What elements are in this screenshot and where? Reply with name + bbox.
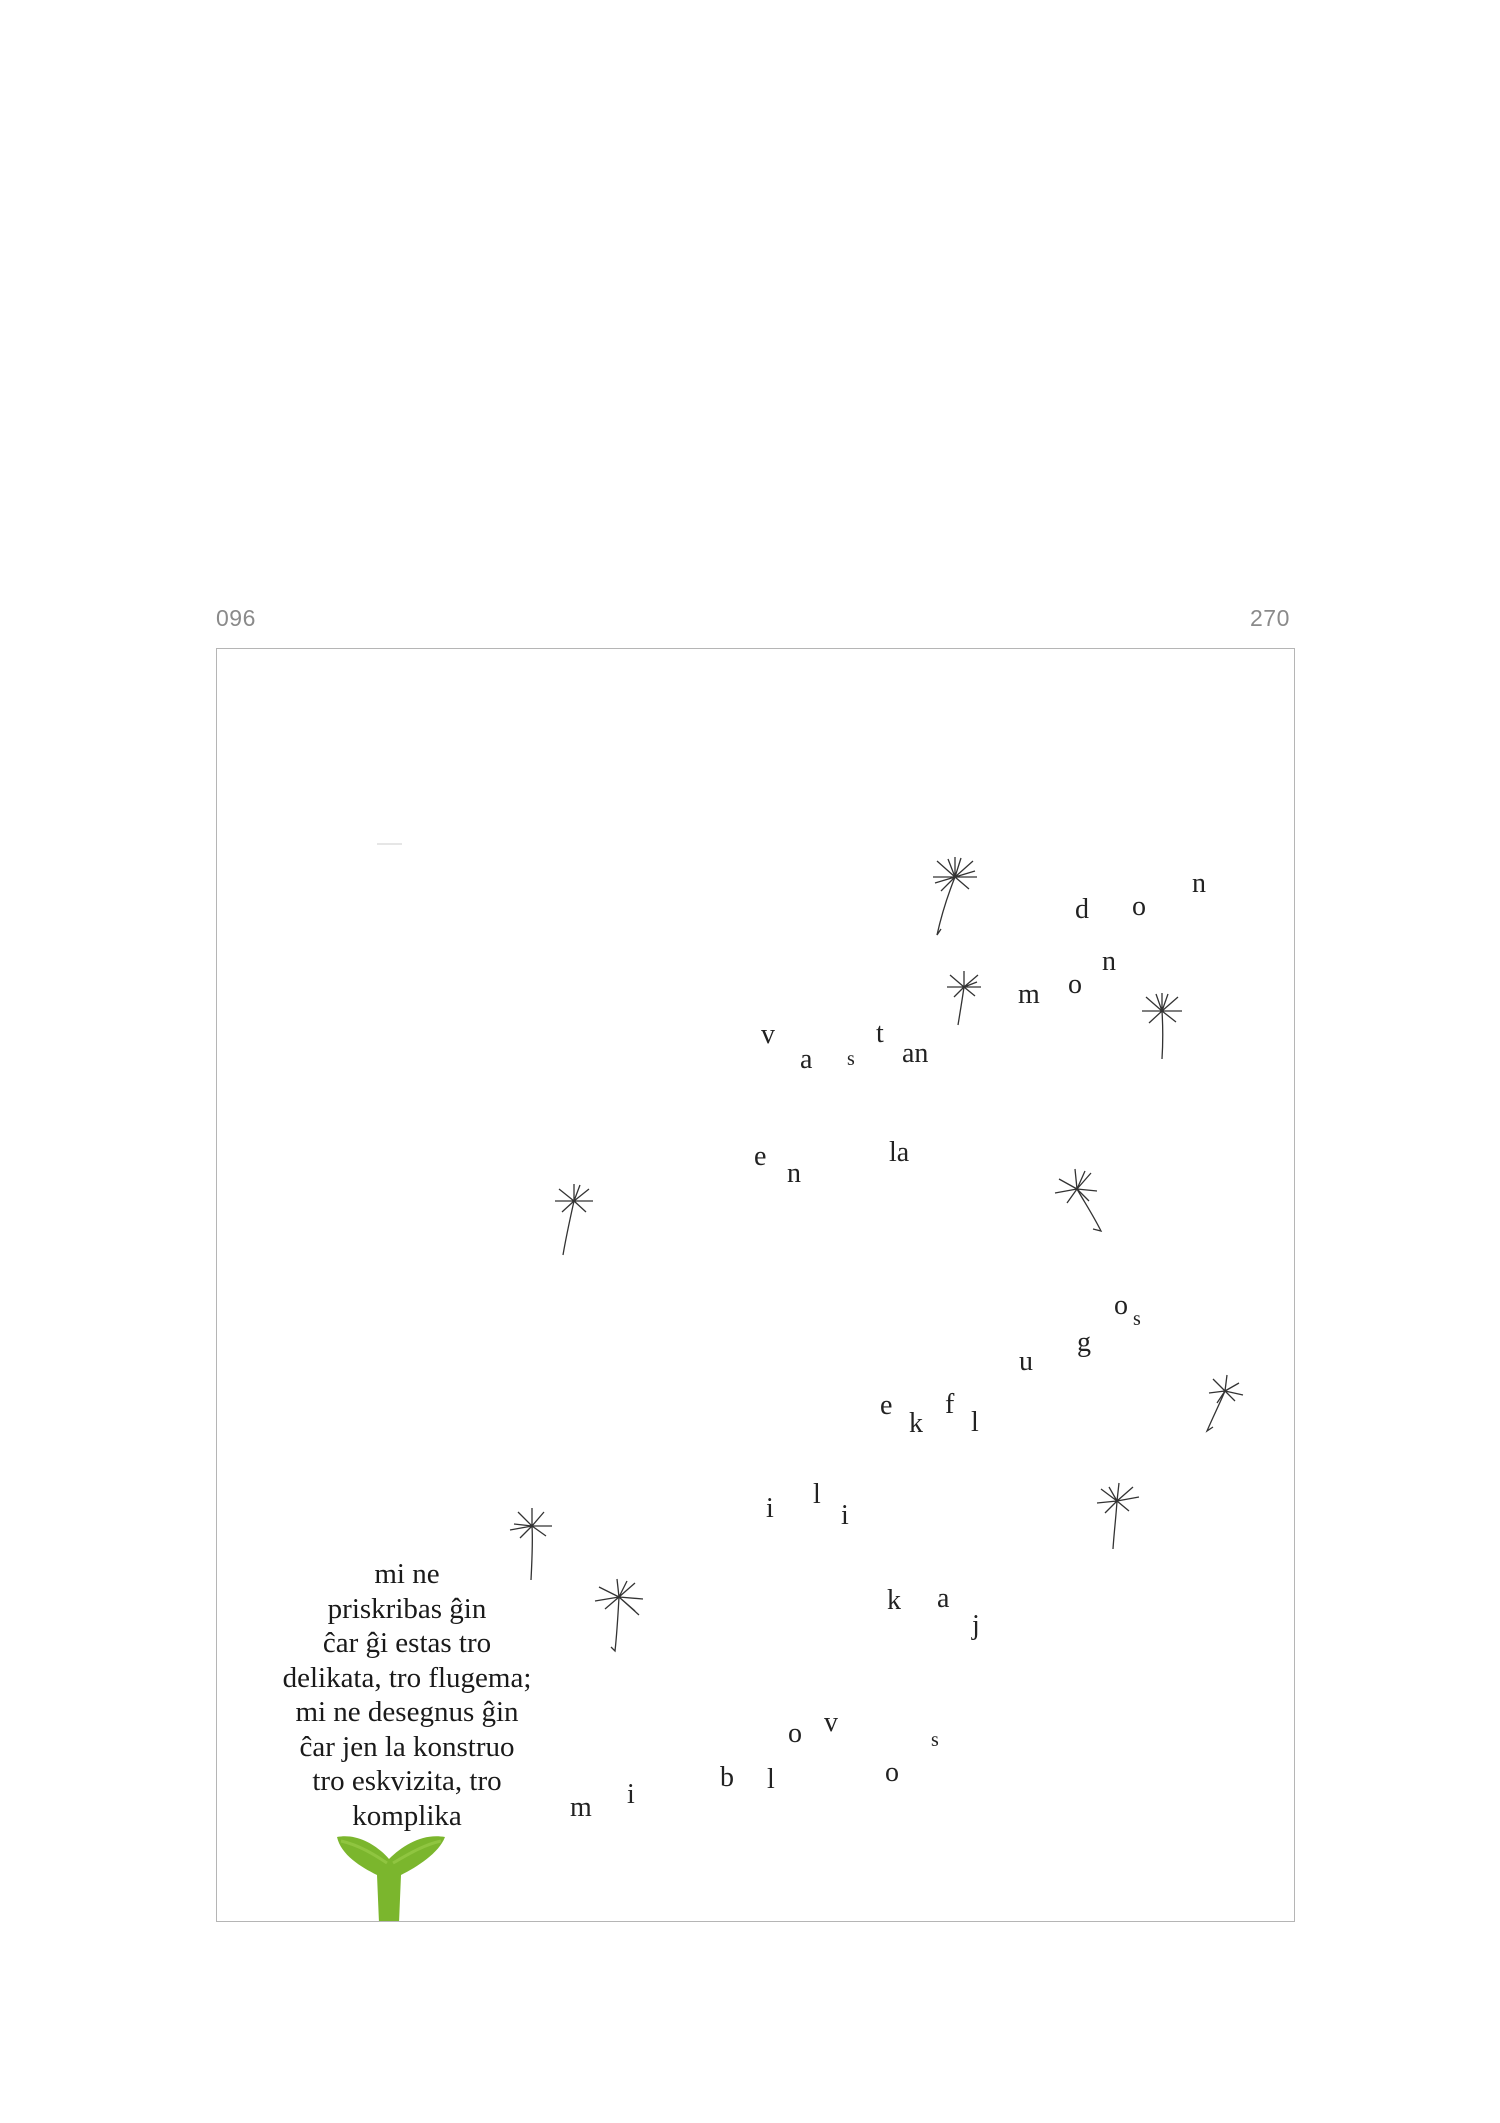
dandelion-seed-icon bbox=[595, 1579, 643, 1651]
scattered-letter: l bbox=[971, 1407, 979, 1438]
page-number-right: 270 bbox=[1250, 605, 1290, 631]
scattered-letter: i bbox=[841, 1500, 849, 1531]
scattered-letter: v bbox=[824, 1707, 838, 1738]
dandelion-seed-icon bbox=[1207, 1375, 1243, 1431]
scattered-letter: n bbox=[1102, 946, 1116, 977]
scattered-letter: u bbox=[1019, 1346, 1033, 1377]
poem-line: priskribas ĝin bbox=[327, 1592, 487, 1625]
scattered-letter: s bbox=[847, 1048, 855, 1070]
page-number-left: 096 bbox=[216, 605, 256, 631]
scattered-letter: n bbox=[1192, 868, 1206, 899]
scattered-letter: g bbox=[1077, 1327, 1091, 1358]
scattered-letter: i bbox=[627, 1779, 635, 1810]
dandelion-seed-icon bbox=[1142, 993, 1182, 1059]
poem-text bbox=[237, 1557, 577, 1833]
scattered-letter: m bbox=[570, 1792, 592, 1823]
scattered-letter: s bbox=[931, 1729, 939, 1751]
scattered-letter: o bbox=[1132, 891, 1146, 922]
dandelion-stem-icon bbox=[337, 1836, 445, 1922]
illustration-frame bbox=[216, 648, 1295, 1922]
scattered-letter: an bbox=[902, 1038, 929, 1069]
scattered-letter: o bbox=[885, 1757, 899, 1788]
scattered-letter: t bbox=[876, 1018, 884, 1049]
scattered-letter: k bbox=[909, 1408, 923, 1439]
scattered-letter: f bbox=[945, 1389, 955, 1420]
poem-line: mi ne bbox=[374, 1558, 440, 1590]
scattered-letter: la bbox=[889, 1137, 910, 1168]
poem-line: komplika bbox=[352, 1799, 462, 1832]
poem-line: mi ne desegnus ĝin bbox=[295, 1696, 519, 1728]
scattered-letter: e bbox=[880, 1390, 893, 1421]
scattered-letter: o bbox=[1114, 1290, 1128, 1321]
poem-line: ĉar ĝi estas tro bbox=[322, 1627, 492, 1659]
dandelion-seed-icon bbox=[947, 971, 981, 1025]
scattered-letter: l bbox=[813, 1479, 821, 1510]
poem-line: tro eskvizita, tro bbox=[312, 1765, 502, 1797]
scattered-letter: a bbox=[800, 1044, 813, 1075]
dandelion-seed-icon bbox=[933, 857, 977, 935]
scattered-letter: n bbox=[787, 1158, 801, 1189]
scattered-letter: o bbox=[788, 1718, 802, 1749]
scattered-letter: v bbox=[761, 1019, 775, 1050]
scattered-letter: b bbox=[720, 1762, 734, 1793]
dandelion-seed-icon bbox=[1055, 1169, 1101, 1231]
scattered-letter: l bbox=[767, 1764, 775, 1795]
scattered-letter: i bbox=[766, 1493, 774, 1524]
scattered-letter: a bbox=[937, 1583, 950, 1614]
dandelion-seed-icon bbox=[555, 1184, 593, 1255]
scattered-letter: d bbox=[1075, 894, 1089, 925]
scattered-letter: m bbox=[1018, 979, 1040, 1010]
scattered-letter: j bbox=[972, 1610, 980, 1641]
dandelion-seed-icon bbox=[1097, 1483, 1139, 1549]
scattered-letter: s bbox=[1133, 1308, 1141, 1330]
scattered-letter: k bbox=[887, 1585, 901, 1616]
poem-line: delikata, tro flugema; bbox=[282, 1661, 532, 1694]
scattered-letter: e bbox=[754, 1141, 767, 1172]
scattered-letter: o bbox=[1068, 969, 1082, 1000]
poem-line: ĉar jen la konstruo bbox=[299, 1730, 515, 1763]
